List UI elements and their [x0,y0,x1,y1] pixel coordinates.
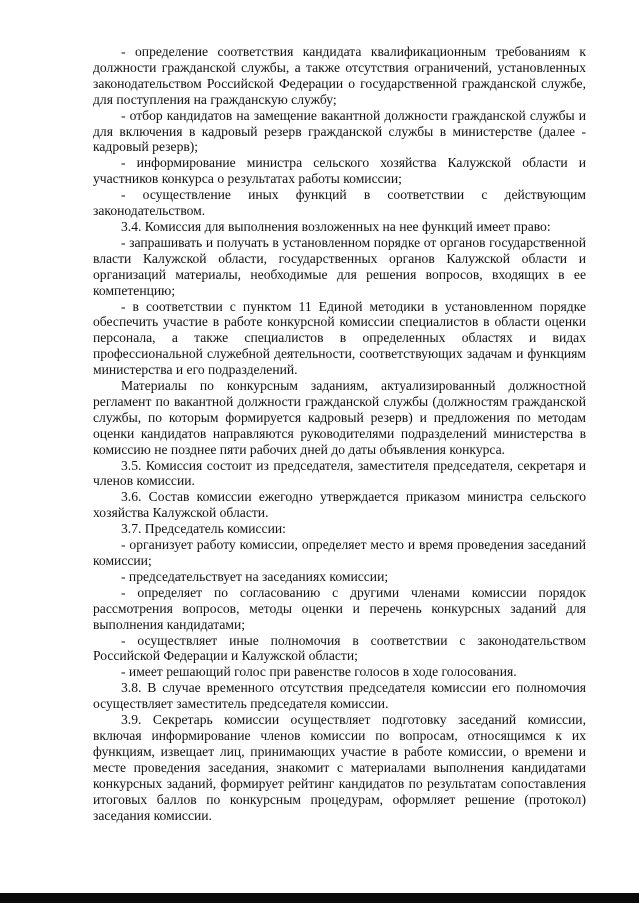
paragraph-other-functions: - осуществление иных функций в соответствии с действующим законодательством. [93,187,586,219]
paragraph-candidate-selection: - отбор кандидатов на замещение вакантной должности гражданской службы и для включения в кадровый резерв гражданской службы в министерстве (далее - кадровый резерв); [93,107,586,155]
paragraph-3-6-approval: 3.6. Состав комиссии ежегодно утверждается приказом министра сельского хозяйства Калужской области. [93,489,586,521]
paragraph-casting-vote: - имеет решающий голос при равенстве голосов в ходе голосования. [121,664,517,680]
paragraph-3-8-deputy: 3.8. В случае временного отсутствия председателя комиссии его полномочия осуществляет заместитель председателя комиссии. [93,680,586,712]
paragraph-other-powers: - осуществляет иные полномочия в соответствии с законодательством Российской Федерации и Калужской области; [93,632,586,664]
paragraph-informing-minister: - информирование министра сельского хозяйства Калужской области и участников конкурса о результатах работы комиссии; [93,155,586,187]
paragraph-competition-materials: Материалы по конкурсным заданиям, актуализированный должностной регламент по вакантной должности гражданской службы (должностям гражданской службы, по которым формируется кадровый резерв) и предложения по методам оценки кандидатов направляются руководителями подразделений министерства в комиссию не позднее пяти рабочих дней до даты объявления конкурса. [93,378,586,457]
document-page [93,44,586,823]
paragraph-request-materials: - запрашивать и получать в установленном порядке от органов государственной власти Калужской области, государственных органов Калужской области и организаций материалы, необходимые для решения вопросов, входящих в ее компетенцию; [93,234,586,298]
paragraph-organizes-work: - организует работу комиссии, определяет место и время проведения заседаний комиссии; [93,537,586,568]
scan-bottom-edge [0,893,639,903]
paragraph-3-4-heading: 3.4. Комиссия для выполнения возложенных на нее функций имеет право: [121,218,551,234]
paragraph-3-9-secretary: 3.9. Секретарь комиссии осуществляет подготовку заседаний комиссии, включая информирование членов комиссии по вопросам, относящимся к их функциям, извещает лиц, принимающих участие в работе комиссии, о времени и месте проведения заседания, знакомит с материалами выполнения кандидатами конкурсных заданий, формирует рейтинг кандидатов по результатам сопоставления итоговых баллов по конкурсным процедурам, оформляет решение (протокол) заседания комиссии. [93,712,586,823]
paragraph-3-5-composition: 3.5. Комиссия состоит из председателя, заместителя председателя, секретаря и членов комиссии. [93,457,586,489]
paragraph-specialists-participation: - в соответствии с пунктом 11 Единой методики в установленном порядке обеспечить участие в работе конкурсной комиссии специалистов в области оценки персонала, а также специалистов в определенных областях и видах профессиональной служебной деятельности, соответствующих задачам и функциям министерства и его подразделений. [93,298,586,378]
paragraph-presides: - председательствует на заседаниях комиссии; [121,568,389,584]
paragraph-determines-procedure: - определяет по согласованию с другими членами комиссии порядок рассмотрения вопросов, методы оценки и перечень конкурсных заданий для выполнения кандидатами; [93,584,586,632]
paragraph-qualification-check: - определение соответствия кандидата квалификационным требованиям к должности гражданской службы, а также отсутствия ограничений, установленных законодательством Российской Федерации о государственной гражданской службе, для поступления на гражданскую службу; [93,44,586,107]
paragraph-3-7-chairman: 3.7. Председатель комиссии: [121,521,286,537]
